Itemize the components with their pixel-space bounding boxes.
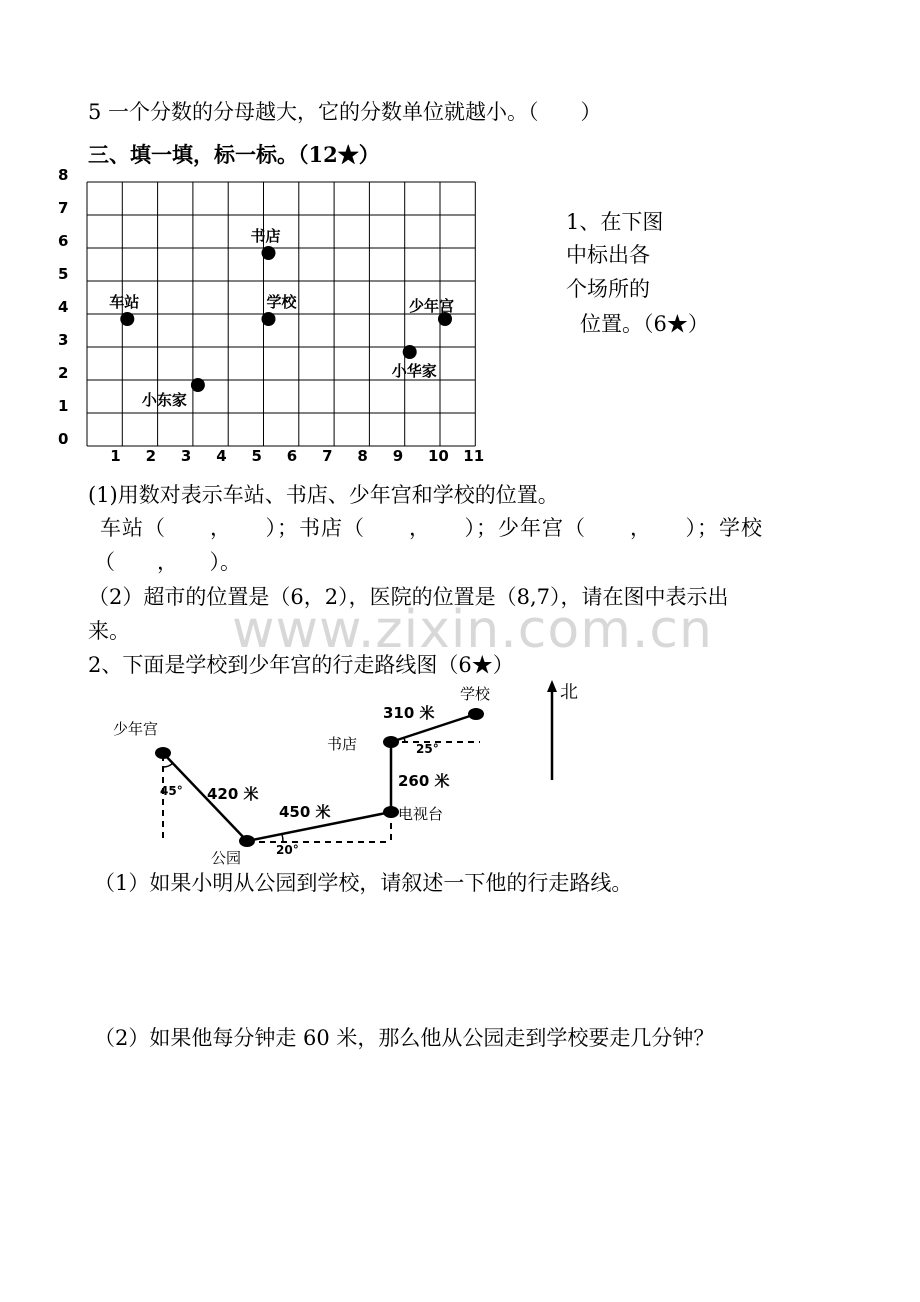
distance-tv-bookstore: 260 米 xyxy=(398,772,450,790)
x-tick-label: 9 xyxy=(392,447,404,465)
x-tick-label: 5 xyxy=(251,447,262,465)
x-tick-label: 8 xyxy=(357,447,368,465)
north-arrow-head xyxy=(547,680,557,692)
park-angle-arc xyxy=(282,834,283,842)
grid-point-label: 小东家 xyxy=(141,391,187,409)
grid-point-label: 小华家 xyxy=(391,362,437,380)
grid-point-label: 书店 xyxy=(250,227,281,245)
x-tick-label: 4 xyxy=(216,447,227,465)
part-1-blanks-line-2: （ ， ）。 xyxy=(94,550,241,574)
side-text-line-4: 位置。（6★） xyxy=(580,312,709,336)
x-tick-label: 6 xyxy=(286,447,298,465)
x-tick-label: 3 xyxy=(180,447,192,465)
y-tick-label: 0 xyxy=(58,430,69,448)
watermark: www.zixin.com.cn xyxy=(232,600,713,660)
question-2-heading: 2、下面是学校到少年宫的行走路线图（6★） xyxy=(88,653,514,677)
part-2-prompt: （2）超市的位置是（6，2），医院的位置是（8,7），请在图中表示出 xyxy=(88,585,729,609)
route-tv-label: 电视台 xyxy=(398,805,444,823)
route-youth-label: 少年宫 xyxy=(113,720,159,738)
question-5: 5 一个分数的分母越大，它的分数单位就越小。（ ） xyxy=(88,100,602,124)
tv-node xyxy=(383,806,399,818)
park-node xyxy=(239,835,255,847)
grid-point-label: 学校 xyxy=(266,293,297,311)
route-question-2: （2）如果他每分钟走 60 米，那么他从公园走到学校要走几分钟？ xyxy=(94,1026,715,1050)
distance-park-tv: 450 米 xyxy=(279,803,331,821)
distance-youth-park: 420 米 xyxy=(207,785,259,803)
grid-point xyxy=(262,312,276,326)
y-tick-label: 4 xyxy=(58,298,69,316)
y-tick-label: 2 xyxy=(58,364,69,382)
bookstore-angle-label: 25° xyxy=(416,742,439,756)
grid-point-label: 车站 xyxy=(109,293,140,311)
grid-point xyxy=(191,378,205,392)
x-tick-label: 2 xyxy=(145,447,157,465)
coordinate-grid xyxy=(50,170,510,470)
side-text-line-2: 中标出各 xyxy=(566,243,650,267)
bookstore-node xyxy=(383,736,399,748)
youth-angle-label: 45° xyxy=(160,784,183,798)
grid-point xyxy=(120,312,134,326)
y-tick-label: 1 xyxy=(58,397,69,415)
youth-angle-arc xyxy=(163,763,173,767)
school-node xyxy=(468,708,484,720)
section-3-heading: 三、填一填，标一标。（12★） xyxy=(88,142,380,167)
distance-bookstore-school: 310 米 xyxy=(383,704,435,722)
route-question-1: （1）如果小明从公园到学校，请叙述一下他的行走路线。 xyxy=(94,871,633,895)
route-diagram xyxy=(100,672,620,872)
x-tick-label: 7 xyxy=(322,447,333,465)
side-text-line-1: 1、在下图 xyxy=(566,210,664,234)
x-tick-label: 11 xyxy=(463,447,485,465)
x-tick-label: 1 xyxy=(110,447,121,465)
north-label: 北 xyxy=(560,682,578,703)
route-bookstore-label: 书店 xyxy=(327,735,358,753)
y-tick-label: 8 xyxy=(58,166,69,184)
route-park-label: 公园 xyxy=(211,849,242,867)
y-tick-label: 3 xyxy=(58,331,69,349)
part-2-prompt-continued: 来。 xyxy=(88,619,130,643)
part-1-blanks-line-1: 车站（ ， ）；书店（ ， ）；少年宫（ ， ）；学校 xyxy=(100,516,763,540)
x-tick-label: 10 xyxy=(428,447,449,465)
grid-point xyxy=(403,345,417,359)
y-tick-label: 5 xyxy=(58,265,69,283)
y-tick-label: 6 xyxy=(58,232,69,250)
part-1-prompt: (1)用数对表示车站、书店、少年宫和学校的位置。 xyxy=(88,483,559,507)
grid-point xyxy=(262,246,276,260)
y-tick-label: 7 xyxy=(58,199,69,217)
park-angle-label: 20° xyxy=(276,843,299,857)
youth-node xyxy=(155,747,171,759)
grid-point-label: 少年宫 xyxy=(409,297,455,315)
route-school-label: 学校 xyxy=(460,685,491,703)
side-text-line-3: 个场所的 xyxy=(566,277,650,301)
